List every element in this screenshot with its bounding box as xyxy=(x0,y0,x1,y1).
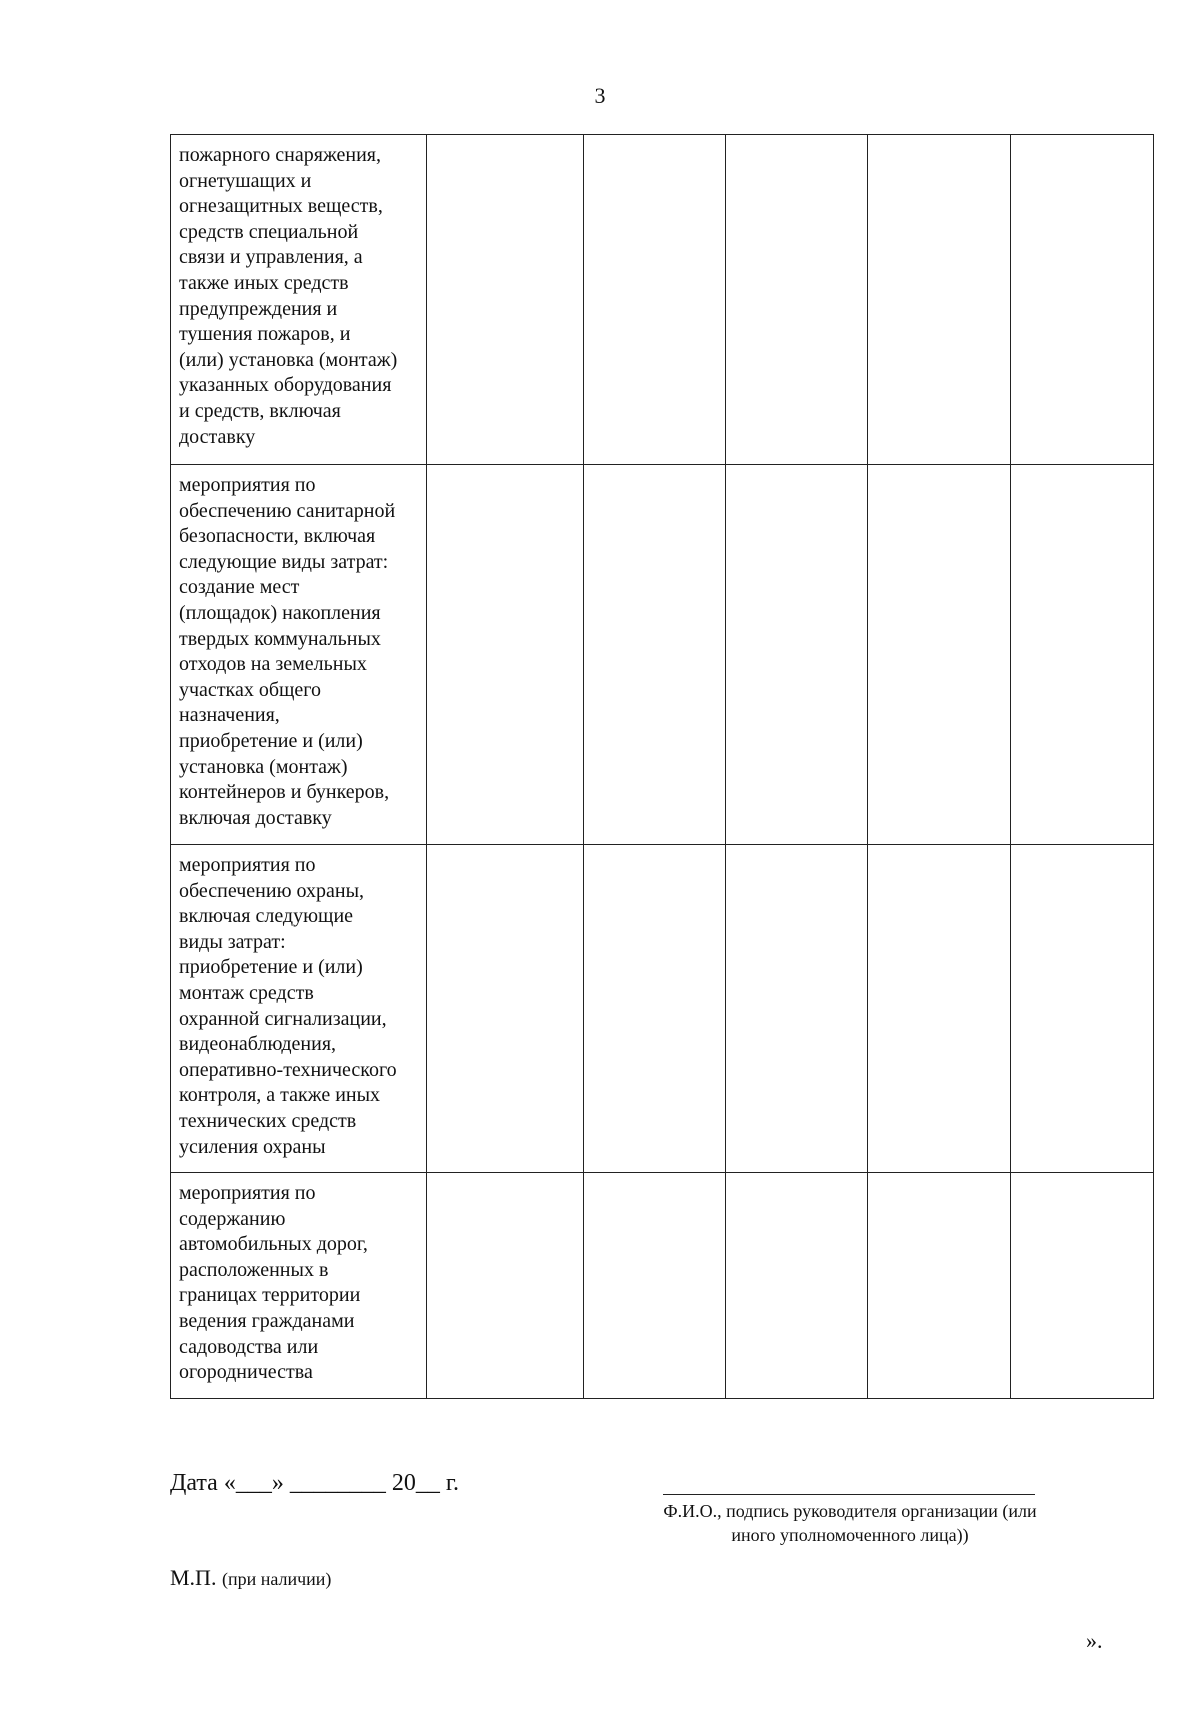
table-cell xyxy=(584,465,726,845)
table-cell xyxy=(427,135,584,465)
text-line: твердых коммунальных xyxy=(179,627,381,650)
text-line: автомобильных дорог, xyxy=(179,1233,368,1256)
text-line: содержанию xyxy=(179,1207,286,1230)
row-description xyxy=(171,1173,427,1399)
text-line: доставку xyxy=(179,425,256,448)
text-line: следующие виды затрат: xyxy=(179,550,389,573)
table-cell xyxy=(726,135,868,465)
text-line: создание мест xyxy=(179,576,300,599)
table-cell xyxy=(427,845,584,1173)
text-line: контейнеров и бункеров, xyxy=(179,781,390,804)
table-row xyxy=(171,465,1154,845)
text-line: обеспечению охраны, xyxy=(179,879,365,902)
text-line: назначения, xyxy=(179,704,280,727)
signature-caption xyxy=(600,1499,1100,1547)
table-cell xyxy=(584,845,726,1173)
text-line: оперативно-технического xyxy=(179,1058,397,1081)
text-line: огнетушащих и xyxy=(179,169,312,192)
page-number: 3 xyxy=(594,83,606,108)
table-cell xyxy=(1011,1173,1154,1399)
seal-label xyxy=(170,1565,331,1592)
table-cell xyxy=(427,1173,584,1399)
text-line: охранной сигнализации, xyxy=(179,1007,387,1030)
signature-line xyxy=(663,1494,1035,1495)
text-line: средств специальной xyxy=(179,220,359,243)
text-line: предупреждения и xyxy=(179,297,338,320)
closing-quote: ». xyxy=(1086,1628,1103,1653)
text-line: также иных средств xyxy=(179,271,349,294)
text-line: ведения гражданами xyxy=(179,1309,355,1332)
text-line: связи и управления, а xyxy=(179,246,363,269)
expenses-table xyxy=(170,134,1154,1399)
date-field: Дата «___» ________ 20__ г. xyxy=(170,1470,459,1496)
table-cell xyxy=(868,845,1011,1173)
text-line: установка (монтаж) xyxy=(179,755,348,778)
table-cell xyxy=(1011,465,1154,845)
signature-caption-line: Ф.И.О., подпись руководителя организации (или xyxy=(663,1501,1037,1521)
text-line: виды затрат: xyxy=(179,930,286,953)
text-line: (площадок) накопления xyxy=(179,601,381,624)
seal-note: (при наличии) xyxy=(221,1569,332,1589)
text-line: огородничества xyxy=(179,1361,313,1384)
text-line: безопасности, включая xyxy=(179,525,376,548)
text-line: включая доставку xyxy=(179,806,332,829)
table-cell xyxy=(868,465,1011,845)
table-row xyxy=(171,1173,1154,1399)
text-line: мероприятия по xyxy=(179,1182,316,1204)
text-line: приобретение и (или) xyxy=(179,956,363,979)
text-line: садоводства или xyxy=(179,1335,319,1358)
text-line: отходов на земельных xyxy=(179,653,367,676)
table-cell xyxy=(726,845,868,1173)
table-cell xyxy=(1011,135,1154,465)
text-line: мероприятия по xyxy=(179,854,316,876)
row-description xyxy=(171,135,427,465)
text-line: видеонаблюдения, xyxy=(179,1033,337,1056)
text-line: расположенных в xyxy=(179,1258,329,1281)
row-description xyxy=(171,845,427,1173)
text-line: огнезащитных веществ, xyxy=(179,195,383,218)
text-line: контроля, а также иных xyxy=(179,1084,381,1107)
text-line: пожарного снаряжения, xyxy=(179,144,382,166)
text-line: и средств, включая xyxy=(179,399,341,422)
table-cell xyxy=(1011,845,1154,1173)
seal-main: М.П. xyxy=(170,1565,217,1590)
text-line: технических средств xyxy=(179,1109,357,1132)
signature-caption-line: иного уполномоченного лица)) xyxy=(731,1525,969,1545)
text-line: границах территории xyxy=(179,1284,361,1307)
table-cell xyxy=(427,465,584,845)
text-line: обеспечению санитарной xyxy=(179,499,396,522)
text-line: указанных оборудования xyxy=(179,374,392,397)
table-row xyxy=(171,135,1154,465)
text-line: тушения пожаров, и xyxy=(179,323,351,346)
text-line: участках общего xyxy=(179,678,322,701)
text-line: приобретение и (или) xyxy=(179,729,363,752)
text-line: включая следующие xyxy=(179,905,354,928)
text-line: (или) установка (монтаж) xyxy=(179,348,398,371)
table-cell xyxy=(868,1173,1011,1399)
table-cell xyxy=(584,135,726,465)
table-cell xyxy=(868,135,1011,465)
text-line: монтаж средств xyxy=(179,981,314,1004)
table-cell xyxy=(584,1173,726,1399)
text-line: мероприятия по xyxy=(179,474,316,496)
text-line: усиления охраны xyxy=(179,1135,326,1158)
table-cell xyxy=(726,1173,868,1399)
table-cell xyxy=(726,465,868,845)
row-description xyxy=(171,465,427,845)
table-row xyxy=(171,845,1154,1173)
